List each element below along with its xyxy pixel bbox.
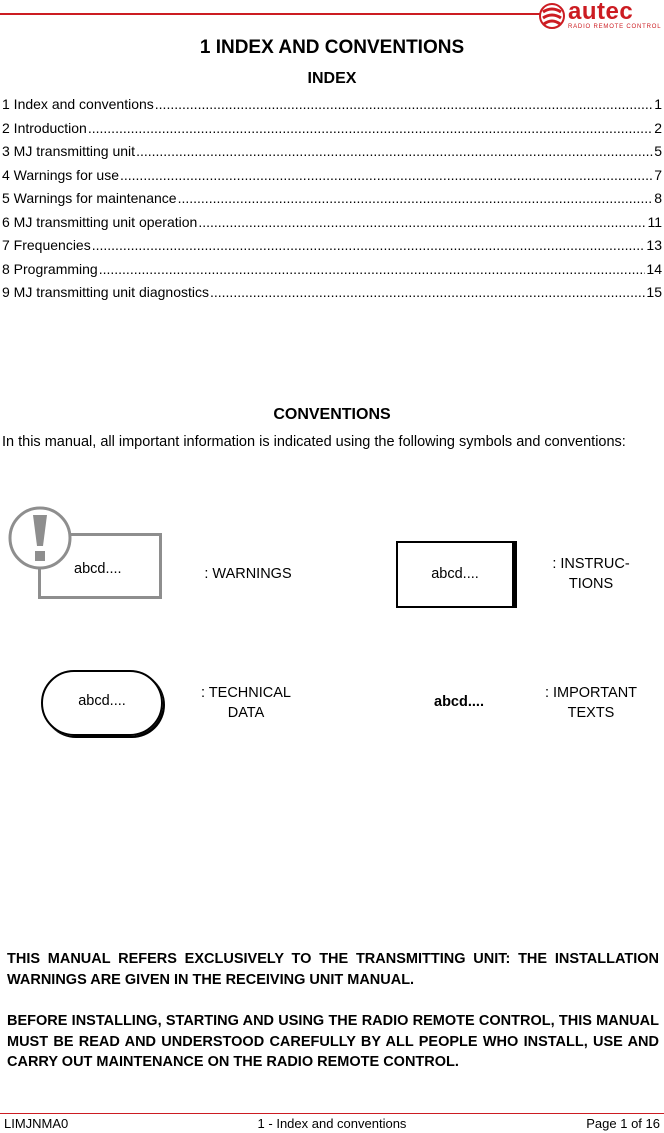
toc-entry-label: 2 Introduction xyxy=(2,119,87,136)
instructions-label xyxy=(536,554,646,594)
toc-entry-label: 9 MJ transmitting unit diagnostics xyxy=(2,284,209,300)
toc-leader xyxy=(136,143,653,159)
toc-entry-page: 13 xyxy=(646,237,662,253)
header-rule xyxy=(0,13,540,15)
notice-paragraph-1: THIS MANUAL REFERS EXCLUSIVELY TO THE TRANSMITTING UNIT: THE INSTALLATION WARNINGS ARE GIVEN IN THE RECEIVING UNIT MANUAL. xyxy=(7,951,659,988)
warnings-label: : WARNINGS xyxy=(204,566,292,582)
footer-doc-code: LIMJNMA0 xyxy=(4,1116,69,1131)
toc-leader xyxy=(210,284,645,300)
toc-leader xyxy=(88,120,653,136)
important-label-line-1: : IMPORTANT xyxy=(544,685,638,701)
toc-entry-page: 5 xyxy=(654,143,662,159)
index-heading: INDEX xyxy=(307,70,357,87)
toc-entry-label: 7 Frequencies xyxy=(2,237,91,253)
footer-page-number: Page 1 of 16 xyxy=(586,1116,660,1131)
toc-leader xyxy=(198,214,646,230)
footer-rule xyxy=(0,1113,664,1114)
toc-leader xyxy=(120,167,653,183)
page-title: 1 INDEX AND CONVENTIONS xyxy=(199,37,465,58)
toc-leader xyxy=(92,237,646,253)
toc-entry[interactable] xyxy=(2,237,662,261)
toc-entry[interactable] xyxy=(2,214,662,238)
toc-entry-page: 15 xyxy=(646,284,662,300)
table-of-contents xyxy=(2,96,662,308)
toc-entry-label: 5 Warnings for maintenance xyxy=(2,190,177,206)
exclamation-circle-icon xyxy=(8,506,72,570)
conventions-intro: In this manual, all important information is indicated using the following symbols and conventions: xyxy=(2,434,626,450)
conventions-heading: CONVENTIONS xyxy=(273,406,391,423)
toc-entry[interactable] xyxy=(2,96,662,120)
toc-entry[interactable] xyxy=(2,120,662,144)
footer-section: 1 - Index and conventions xyxy=(257,1116,407,1131)
toc-entry[interactable] xyxy=(2,261,662,285)
brand-logo xyxy=(538,2,664,34)
brand-name: autec xyxy=(568,0,634,25)
toc-leader xyxy=(99,261,646,277)
toc-entry[interactable] xyxy=(2,143,662,167)
toc-leader xyxy=(155,96,653,112)
important-label-line-2: TEXTS xyxy=(567,705,615,721)
technical-label-line-2: DATA xyxy=(227,705,265,721)
technical-label-line-1: : TECHNICAL xyxy=(201,685,291,701)
toc-entry-label: 3 MJ transmitting unit xyxy=(2,143,136,159)
notice-paragraph-2: BEFORE INSTALLING, STARTING AND USING THE RADIO REMOTE CONTROL, THIS MANUAL MUST BE READ AND UNDERSTOOD CAREFULLY BY ALL PEOPLE WHO INSTALL, USE AND CARRY OUT MAINTENANCE ON THE RADIO REMOTE CONTROL. xyxy=(7,1013,659,1070)
toc-entry-page: 11 xyxy=(647,213,662,230)
toc-entry-page: 1 xyxy=(654,96,662,112)
toc-leader xyxy=(178,190,654,206)
toc-entry[interactable] xyxy=(2,190,662,214)
technical-label xyxy=(186,683,306,723)
instructions-label-line-1: : INSTRUC- xyxy=(552,556,630,572)
important-sample-text: abcd.... xyxy=(434,694,484,710)
toc-entry-page: 7 xyxy=(654,166,662,183)
toc-entry-label: 8 Programming xyxy=(2,260,98,277)
toc-entry-label: 6 MJ transmitting unit operation xyxy=(2,213,198,230)
brand-tagline: RADIO REMOTE CONTROL xyxy=(568,24,662,30)
toc-entry-page: 8 xyxy=(654,190,662,206)
toc-entry[interactable] xyxy=(2,167,662,191)
toc-entry-label: 1 Index and conventions xyxy=(2,96,154,112)
instructions-label-line-2: TIONS xyxy=(568,576,614,592)
toc-entry[interactable] xyxy=(2,284,662,308)
important-label xyxy=(528,683,654,723)
toc-entry-label: 4 Warnings for use xyxy=(2,166,119,183)
toc-entry-page: 2 xyxy=(654,119,662,136)
warning-sample-text: abcd.... xyxy=(74,561,122,577)
toc-entry-page: 14 xyxy=(646,260,662,277)
brand-mark-icon xyxy=(538,2,566,30)
instruction-sample-text: abcd.... xyxy=(431,566,479,582)
technical-sample-text: abcd.... xyxy=(78,693,126,709)
